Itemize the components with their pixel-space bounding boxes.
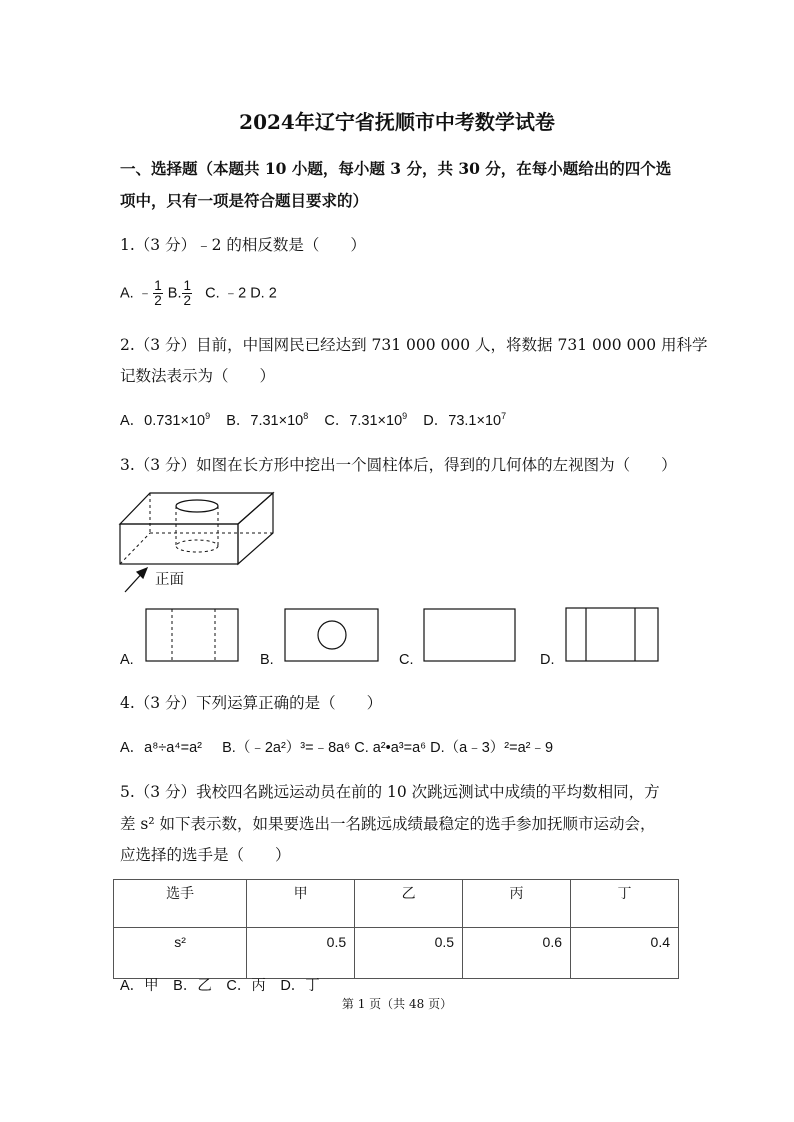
- q3-option-b-view: [284, 608, 380, 664]
- question-5-stem-line3: 应选择的选手是（ ）: [120, 846, 291, 864]
- cylinder-bottom: [176, 540, 218, 552]
- table-row-label: s²: [114, 928, 247, 979]
- q2-option-d: D．73.1×10: [423, 413, 502, 429]
- question-4-stem: 4.（3 分）下列运算正确的是（ ）: [120, 694, 383, 712]
- q3-option-c-view: [423, 608, 517, 664]
- q1-option-a-fraction: [153, 279, 163, 308]
- q2-option-b-exp: 8: [303, 411, 309, 422]
- question-2-stem-line2: 记数法表示为（ ）: [120, 367, 276, 385]
- q3-box-figure: [115, 488, 285, 598]
- table-header-cell: 选手: [114, 880, 247, 928]
- q4-option-b: B.（﹣2a²）³=﹣8a⁶: [222, 740, 351, 756]
- q4-option-d: D.（a﹣3）²=a²﹣9: [430, 740, 554, 756]
- q1-frac-a-num: 1: [154, 278, 162, 293]
- table-header-cell: 甲: [247, 880, 355, 928]
- q3-front-label: 正面: [155, 572, 184, 588]
- section-heading-line2: 项中，只有一项是符合题目要求的）: [120, 191, 369, 210]
- box-top-face: [120, 493, 273, 524]
- page-title: 2024年辽宁省抚顺市中考数学试卷: [239, 110, 555, 134]
- q1-option-rest: C. ﹣2 D. 2: [205, 285, 277, 302]
- q3-option-d-view: [565, 607, 660, 664]
- q2-option-c: C．7.31×10: [324, 413, 403, 429]
- q2-option-c-exp: 9: [402, 411, 408, 422]
- page-footer: 第 1 页（共 48 页）: [341, 997, 453, 1011]
- box-right-face: [238, 493, 273, 564]
- q3-option-a-label: A.: [120, 652, 134, 668]
- table-header-row: [114, 880, 679, 928]
- q1-option-b-prefix: B.: [167, 285, 182, 302]
- table-cell: 0.6: [463, 928, 571, 979]
- q3-option-b-label: B.: [260, 652, 274, 668]
- q2-option-b: B．7.31×10: [226, 413, 304, 429]
- question-2-options: [120, 409, 506, 430]
- box-front-face: [120, 524, 238, 564]
- question-3-stem: 3.（3 分）如图在长方形中挖出一个圆柱体后，得到的几何体的左视图为（ ）: [120, 456, 677, 474]
- q1-frac-b-num: 1: [183, 278, 191, 293]
- q2-option-a-exp: 9: [205, 411, 211, 422]
- cylinder-top: [176, 500, 218, 512]
- question-5-stem-line1: 5.（3 分）我校四名跳远运动员在前的 10 次跳远测试中成绩的平均数相同，方: [120, 783, 660, 801]
- question-1-options: [120, 279, 277, 308]
- q1-frac-b-den: 2: [183, 293, 191, 309]
- table-cell: 0.4: [571, 928, 679, 979]
- q1-option-a-prefix: A. ﹣: [120, 285, 153, 302]
- q2-option-d-exp: 7: [501, 411, 507, 422]
- q3-option-c-label: C.: [399, 652, 414, 668]
- question-2-stem-line1: 2.（3 分）目前，中国网民已经达到 731 000 000 人，将数据 731 000 000 用科学: [120, 336, 708, 354]
- q2-option-a: A．0.731×10: [120, 413, 206, 429]
- table-row: [114, 928, 679, 979]
- q3-option-a-view: [145, 608, 240, 664]
- q1-option-b-fraction: [182, 279, 192, 308]
- question-5-options: A．甲 B．乙 C．丙 D．丁: [120, 978, 320, 994]
- question-4-options: [120, 736, 553, 757]
- q3-option-d-label: D.: [540, 652, 555, 668]
- table-cell: 0.5: [247, 928, 355, 979]
- question-5-stem-line2: 差 s² 如下表示数，如果要选出一名跳远成绩最稳定的选手参加抚顺市运动会，: [120, 815, 656, 833]
- variance-table: [113, 879, 679, 979]
- table-cell: 0.5: [355, 928, 463, 979]
- table-header-cell: 丙: [463, 880, 571, 928]
- section-heading-line1: 一、选择题（本题共 10 小题，每小题 3 分，共 30 分，在每小题给出的四个选: [120, 159, 672, 178]
- q4-option-c: C. a²•a³=a⁶: [354, 740, 427, 756]
- q4-option-a: A．a⁸÷a⁴=a²: [120, 740, 202, 756]
- table-header-cell: 乙: [355, 880, 463, 928]
- box-hidden-edge-1: [120, 533, 150, 564]
- q1-frac-a-den: 2: [154, 293, 162, 309]
- table-header-cell: 丁: [571, 880, 679, 928]
- question-1-stem: 1.（3 分）﹣2 的相反数是（ ）: [120, 236, 366, 254]
